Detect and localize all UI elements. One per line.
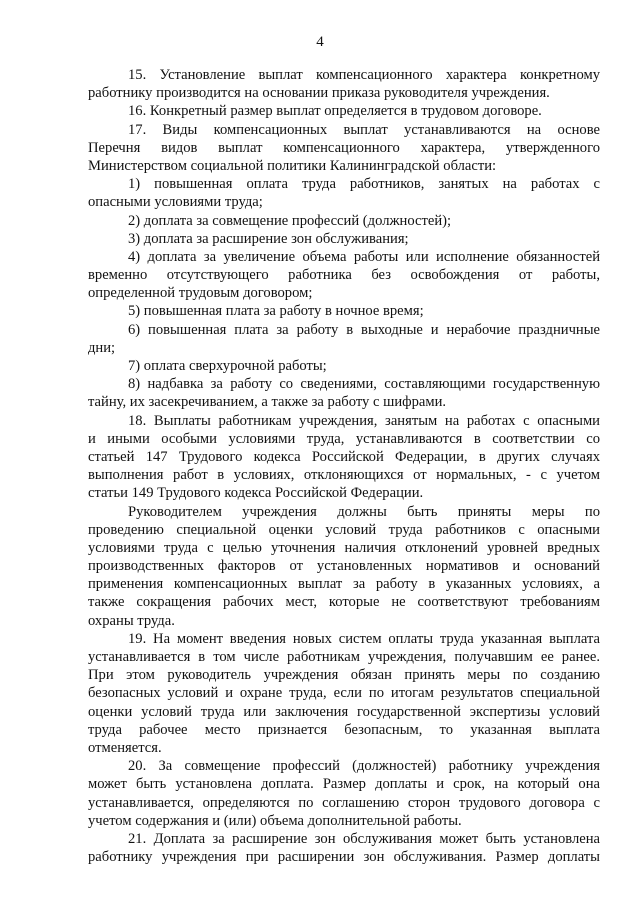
text-line: 16. Конкретный размер выплат определяется в трудовом договоре.	[128, 103, 542, 120]
document-body	[88, 66, 600, 866]
text-line: 5) повышенная плата за работу в ночное время;	[128, 303, 424, 320]
text-line: устанавливается, определяются по соглашению сторон трудового договора с	[88, 794, 600, 811]
text-line: работнику учреждения при расширении зон обслуживания. Размер доплаты	[88, 849, 600, 866]
text-line: условиями труда с целью уточнения наличия отклонений уровней вредных	[88, 539, 600, 556]
text-line: 17. Виды компенсационных выплат устанавливаются на основе	[128, 121, 600, 138]
text-line: отменяется.	[88, 739, 162, 756]
text-line: При этом руководитель учреждения обязан принять меры по созданию	[88, 667, 600, 684]
text-line: 2) доплата за совмещение профессий (должностей);	[128, 212, 452, 229]
page-number: 4	[316, 34, 324, 50]
text-line: 3) доплата за расширение зон обслуживания;	[128, 230, 409, 247]
text-line: производственных факторов от установленных нормативов и оснований	[88, 558, 600, 575]
text-line: 20. За совмещение профессий (должностей) работнику учреждения	[128, 758, 600, 775]
text-line: также сокращения рабочих мест, которые не соответствуют требованиям	[88, 594, 600, 611]
text-line: работнику производится на основании приказа руководителя учреждения.	[88, 85, 550, 102]
text-line: 21. Доплата за расширение зон обслуживания может быть установлена	[128, 830, 600, 847]
text-line: безопасных условий и охране труда, если по итогам результатов специальной	[88, 685, 600, 702]
text-line: статьи 149 Трудового кодекса Российской Федерации.	[88, 485, 424, 502]
text-line: временно отсутствующего работника без освобождения от работы,	[88, 267, 600, 284]
text-line: 7) оплата сверхурочной работы;	[128, 358, 327, 374]
text-line: может быть установлена доплата. Размер доплаты и срок, на который она	[88, 776, 600, 793]
text-line: Министерством социальной политики Калининградской области:	[88, 157, 497, 174]
text-line: 6) повышенная плата за работу в выходные и нерабочие праздничные	[128, 321, 600, 338]
text-line: устанавливается в том числе работникам учреждения, получавшим ее ранее.	[88, 649, 600, 665]
text-line: труда рабочее место признается безопасным, то указанная выплата	[88, 721, 600, 738]
text-line: статьей 147 Трудового кодекса Российской Федерации, в других случаях	[88, 448, 600, 465]
text-line: учетом содержания и (или) объема дополнительной работы.	[88, 812, 462, 829]
text-line: охраны труда.	[88, 612, 175, 629]
text-line: проведению специальной оценки условий труда работников с опасными	[88, 521, 600, 538]
text-line: Перечня видов выплат компенсационного характера, утвержденного	[88, 139, 600, 156]
text-line: 1) повышенная оплата труда работников, занятых на работах с	[128, 176, 600, 193]
text-line: применения компенсационных выплат за работу в указанных условиях, а	[88, 576, 600, 593]
text-line: оценки условий труда или заключения государственной экспертизы условий	[88, 703, 600, 720]
text-line: 8) надбавка за работу со сведениями, составляющими государственную	[128, 376, 600, 393]
text-line: определенной трудовым договором;	[88, 285, 313, 302]
text-line: тайну, их засекречиванием, а также за работу с шифрами.	[88, 394, 447, 411]
text-line: 4) доплата за увеличение объема работы или исполнение обязанностей	[128, 248, 600, 265]
text-line: 19. На момент введения новых систем оплаты труда указанная выплата	[128, 630, 600, 647]
text-line: и иными особыми условиями труда, устанавливаются в соответствии со	[88, 430, 600, 447]
text-line: Руководителем учреждения должны быть приняты меры по	[128, 503, 600, 520]
text-line: 18. Выплаты работникам учреждения, занятым на работах с опасными	[128, 412, 600, 429]
text-line: опасными условиями труда;	[88, 194, 263, 211]
text-line: 15. Установление выплат компенсационного характера конкретному	[128, 67, 600, 83]
text-line: выполнения работ в условиях, отклоняющихся от нормальных, - с учетом	[88, 467, 600, 484]
text-line: дни;	[88, 339, 116, 356]
